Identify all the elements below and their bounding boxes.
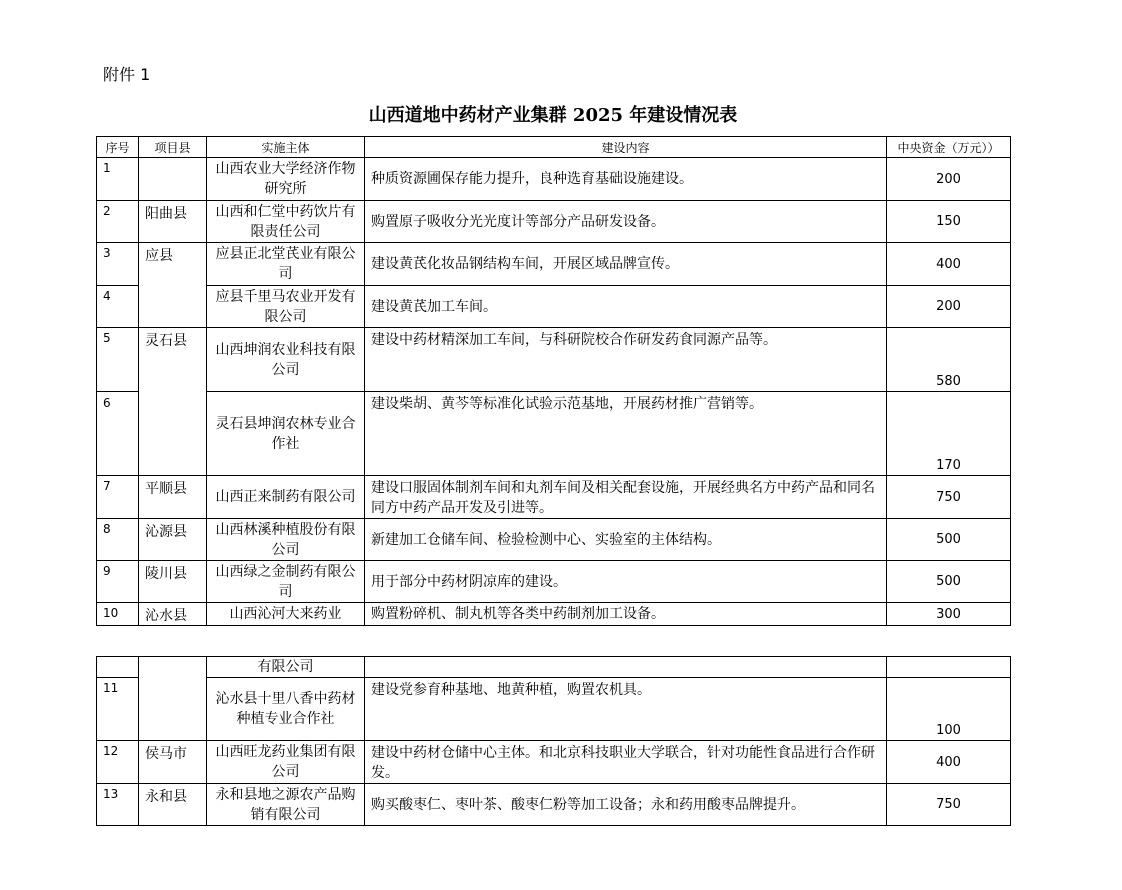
row-county: 沁源县 [139, 519, 207, 561]
table-row [97, 657, 1011, 678]
row-no: 3 [97, 243, 139, 286]
row-content: 建设党参育种基地、地黄种植，购置农机具。 [365, 678, 887, 741]
row-county: 应县 [139, 243, 207, 328]
row-content: 新建加工仓储车间、检验检测中心、实验室的主体结构。 [365, 519, 887, 561]
header-content: 建设内容 [365, 137, 887, 158]
row-no: 1 [97, 158, 139, 201]
row-fund: 300 [887, 603, 1011, 626]
row-fund [887, 657, 1011, 678]
row-fund: 500 [887, 519, 1011, 561]
row-county [139, 158, 207, 201]
table-row [97, 519, 1011, 561]
row-implementer: 有限公司 [207, 657, 365, 678]
row-implementer: 山西农业大学经济作物研究所 [207, 158, 365, 201]
table-row [97, 392, 1011, 476]
table-row [97, 158, 1011, 201]
row-implementer: 山西沁河大来药业 [207, 603, 365, 626]
row-implementer: 应县千里马农业开发有限公司 [207, 286, 365, 328]
row-content: 建设黄芪化妆品钢结构车间，开展区域品牌宣传。 [365, 243, 887, 286]
row-content: 建设口服固体制剂车间和丸剂车间及相关配套设施，开展经典名方中药产品和同名同方中药产品开发及引进等。 [365, 476, 887, 519]
table-row [97, 201, 1011, 243]
page-title: 山西道地中药材产业集群 2025 年建设情况表 [368, 105, 738, 126]
row-no: 6 [97, 392, 139, 476]
row-fund: 580 [887, 328, 1011, 392]
header-implementer: 实施主体 [207, 137, 365, 158]
row-county: 陵川县 [139, 561, 207, 603]
table-row [97, 784, 1011, 826]
row-no [97, 657, 139, 678]
row-county: 侯马市 [139, 741, 207, 784]
table-header-row [97, 137, 1011, 158]
row-fund: 100 [887, 678, 1011, 741]
row-fund: 750 [887, 784, 1011, 826]
row-content: 建设中药材仓储中心主体。和北京科技职业大学联合，针对功能性食品进行合作研发。 [365, 741, 887, 784]
row-no: 10 [97, 603, 139, 626]
row-fund: 200 [887, 158, 1011, 201]
row-county: 平顺县 [139, 476, 207, 519]
row-implementer: 灵石县坤润农林专业合作社 [207, 392, 365, 476]
row-implementer: 永和县地之源农产品购销有限公司 [207, 784, 365, 826]
row-fund: 200 [887, 286, 1011, 328]
row-content: 建设柴胡、黄芩等标准化试验示范基地，开展药材推广营销等。 [365, 392, 887, 476]
row-content: 购买酸枣仁、枣叶茶、酸枣仁粉等加工设备；永和药用酸枣品牌提升。 [365, 784, 887, 826]
row-implementer: 山西坤润农业科技有限公司 [207, 328, 365, 392]
row-implementer: 山西绿之金制药有限公司 [207, 561, 365, 603]
row-fund: 400 [887, 741, 1011, 784]
row-fund: 170 [887, 392, 1011, 476]
construction-table [96, 136, 1011, 626]
table-row [97, 476, 1011, 519]
row-content: 购置原子吸收分光光度计等部分产品研发设备。 [365, 201, 887, 243]
row-implementer: 山西林溪种植股份有限公司 [207, 519, 365, 561]
row-county: 阳曲县 [139, 201, 207, 243]
row-implementer: 山西和仁堂中药饮片有限责任公司 [207, 201, 365, 243]
table-row [97, 603, 1011, 626]
attachment-label: 附件 1 [103, 65, 151, 84]
row-content: 种质资源圃保存能力提升，良种选育基础设施建设。 [365, 158, 887, 201]
row-county: 灵石县 [139, 328, 207, 476]
row-no: 12 [97, 741, 139, 784]
row-content: 购置粉碎机、制丸机等各类中药制剂加工设备。 [365, 603, 887, 626]
table-row [97, 243, 1011, 286]
header-no: 序号 [97, 137, 139, 158]
row-no: 4 [97, 286, 139, 328]
table-row [97, 741, 1011, 784]
header-county: 项目县 [139, 137, 207, 158]
header-fund: 中央资金（万元）） [887, 137, 1011, 158]
row-content: 建设黄芪加工车间。 [365, 286, 887, 328]
row-county: 沁水县 [139, 603, 207, 626]
table-row [97, 328, 1011, 392]
row-no: 5 [97, 328, 139, 392]
row-fund: 150 [887, 201, 1011, 243]
row-no: 2 [97, 201, 139, 243]
row-no: 11 [97, 678, 139, 741]
row-fund: 750 [887, 476, 1011, 519]
row-county: 永和县 [139, 784, 207, 826]
row-content: 建设中药材精深加工车间，与科研院校合作研发药食同源产品等。 [365, 328, 887, 392]
row-implementer: 山西正来制药有限公司 [207, 476, 365, 519]
row-implementer: 沁水县十里八香中药材种植专业合作社 [207, 678, 365, 741]
row-fund: 400 [887, 243, 1011, 286]
row-content [365, 657, 887, 678]
row-content: 用于部分中药材阴凉库的建设。 [365, 561, 887, 603]
row-no: 9 [97, 561, 139, 603]
row-no: 7 [97, 476, 139, 519]
row-implementer: 山西旺龙药业集团有限公司 [207, 741, 365, 784]
row-no: 13 [97, 784, 139, 826]
row-fund: 500 [887, 561, 1011, 603]
table-row [97, 678, 1011, 741]
table-row [97, 561, 1011, 603]
row-county [139, 657, 207, 741]
table-row [97, 286, 1011, 328]
row-no: 8 [97, 519, 139, 561]
construction-table-continued [96, 656, 1011, 826]
row-implementer: 应县正北堂芪业有限公司 [207, 243, 365, 286]
